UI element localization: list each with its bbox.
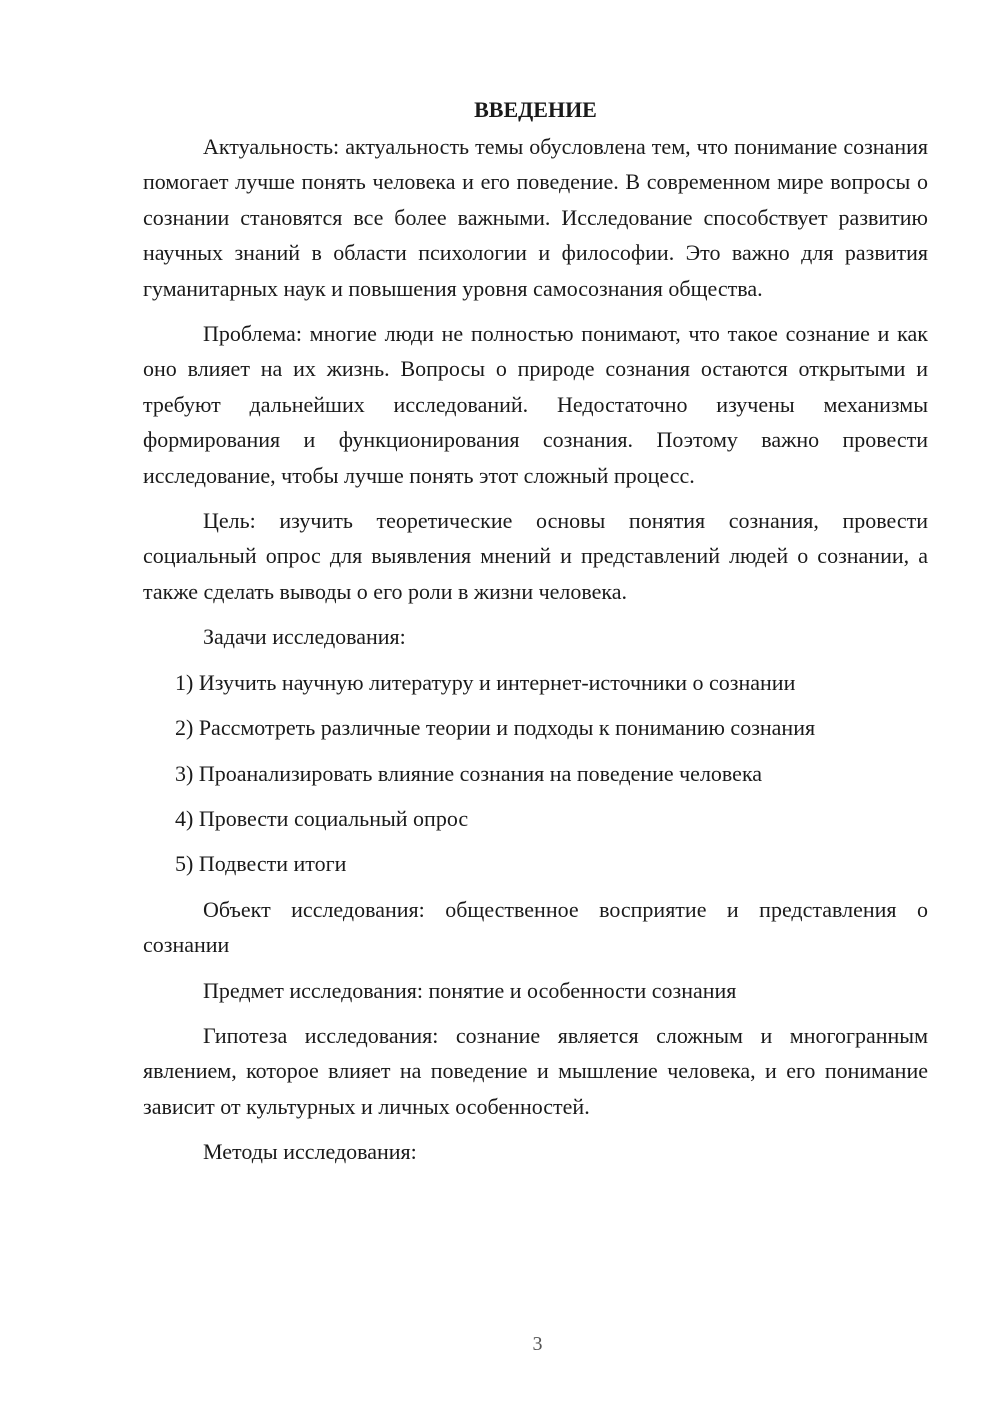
relevance-paragraph: Актуальность: актуальность темы обусловлена тем, что понимание сознания помогает лучше понять человека и его поведение. В современном мире вопросы о сознании становятся все более важными. Исследование способствует развитию научных знаний в области психологии и философии. Это важно для развития гуманитарных наук и повышения уровня самосознания общества. bbox=[143, 134, 928, 301]
tasks-list bbox=[143, 665, 928, 882]
goal-paragraph: Цель: изучить теоретические основы понятия сознания, провести социальный опрос для выявления мнений и представлений людей о сознании, а также сделать выводы о его роли в жизни человека. bbox=[143, 508, 928, 604]
task-item: 1) Изучить научную литературу и интернет-источники о сознании bbox=[175, 669, 796, 695]
section-title: ВВЕДЕНИЕ bbox=[474, 97, 597, 122]
document-page bbox=[143, 92, 928, 1180]
task-item: 5) Подвести итоги bbox=[175, 851, 347, 877]
task-item: 4) Провести социальный опрос bbox=[175, 805, 469, 831]
methods-heading: Методы исследования: bbox=[203, 1139, 417, 1165]
object-paragraph: Объект исследования: общественное восприятие и представления о сознании bbox=[143, 896, 928, 958]
hypothesis-paragraph: Гипотеза исследования: сознание является сложным и многогранным явлением, которое влияет на поведение и мышление человека, и его понимание зависит от культурных и личных особенностей. bbox=[143, 1022, 928, 1119]
task-item: 3) Проанализировать влияние сознания на поведение человека bbox=[175, 760, 763, 786]
tasks-heading: Задачи исследования: bbox=[203, 624, 406, 650]
problem-paragraph: Проблема: многие люди не полностью понимают, что такое сознание и как оно влияет на их жизнь. Вопросы о природе сознания остаются открытыми и требуют дальнейших исследований. Недостаточно изучены механизмы формирования и функционирования сознания. Поэтому важно провести исследование, чтобы лучше понять этот сложный процесс. bbox=[143, 321, 928, 488]
subject-paragraph: Предмет исследования: понятие и особенности сознания bbox=[203, 977, 737, 1003]
page-number: 3 bbox=[532, 1333, 543, 1355]
task-item: 2) Рассмотреть различные теории и подходы к пониманию сознания bbox=[175, 715, 816, 741]
